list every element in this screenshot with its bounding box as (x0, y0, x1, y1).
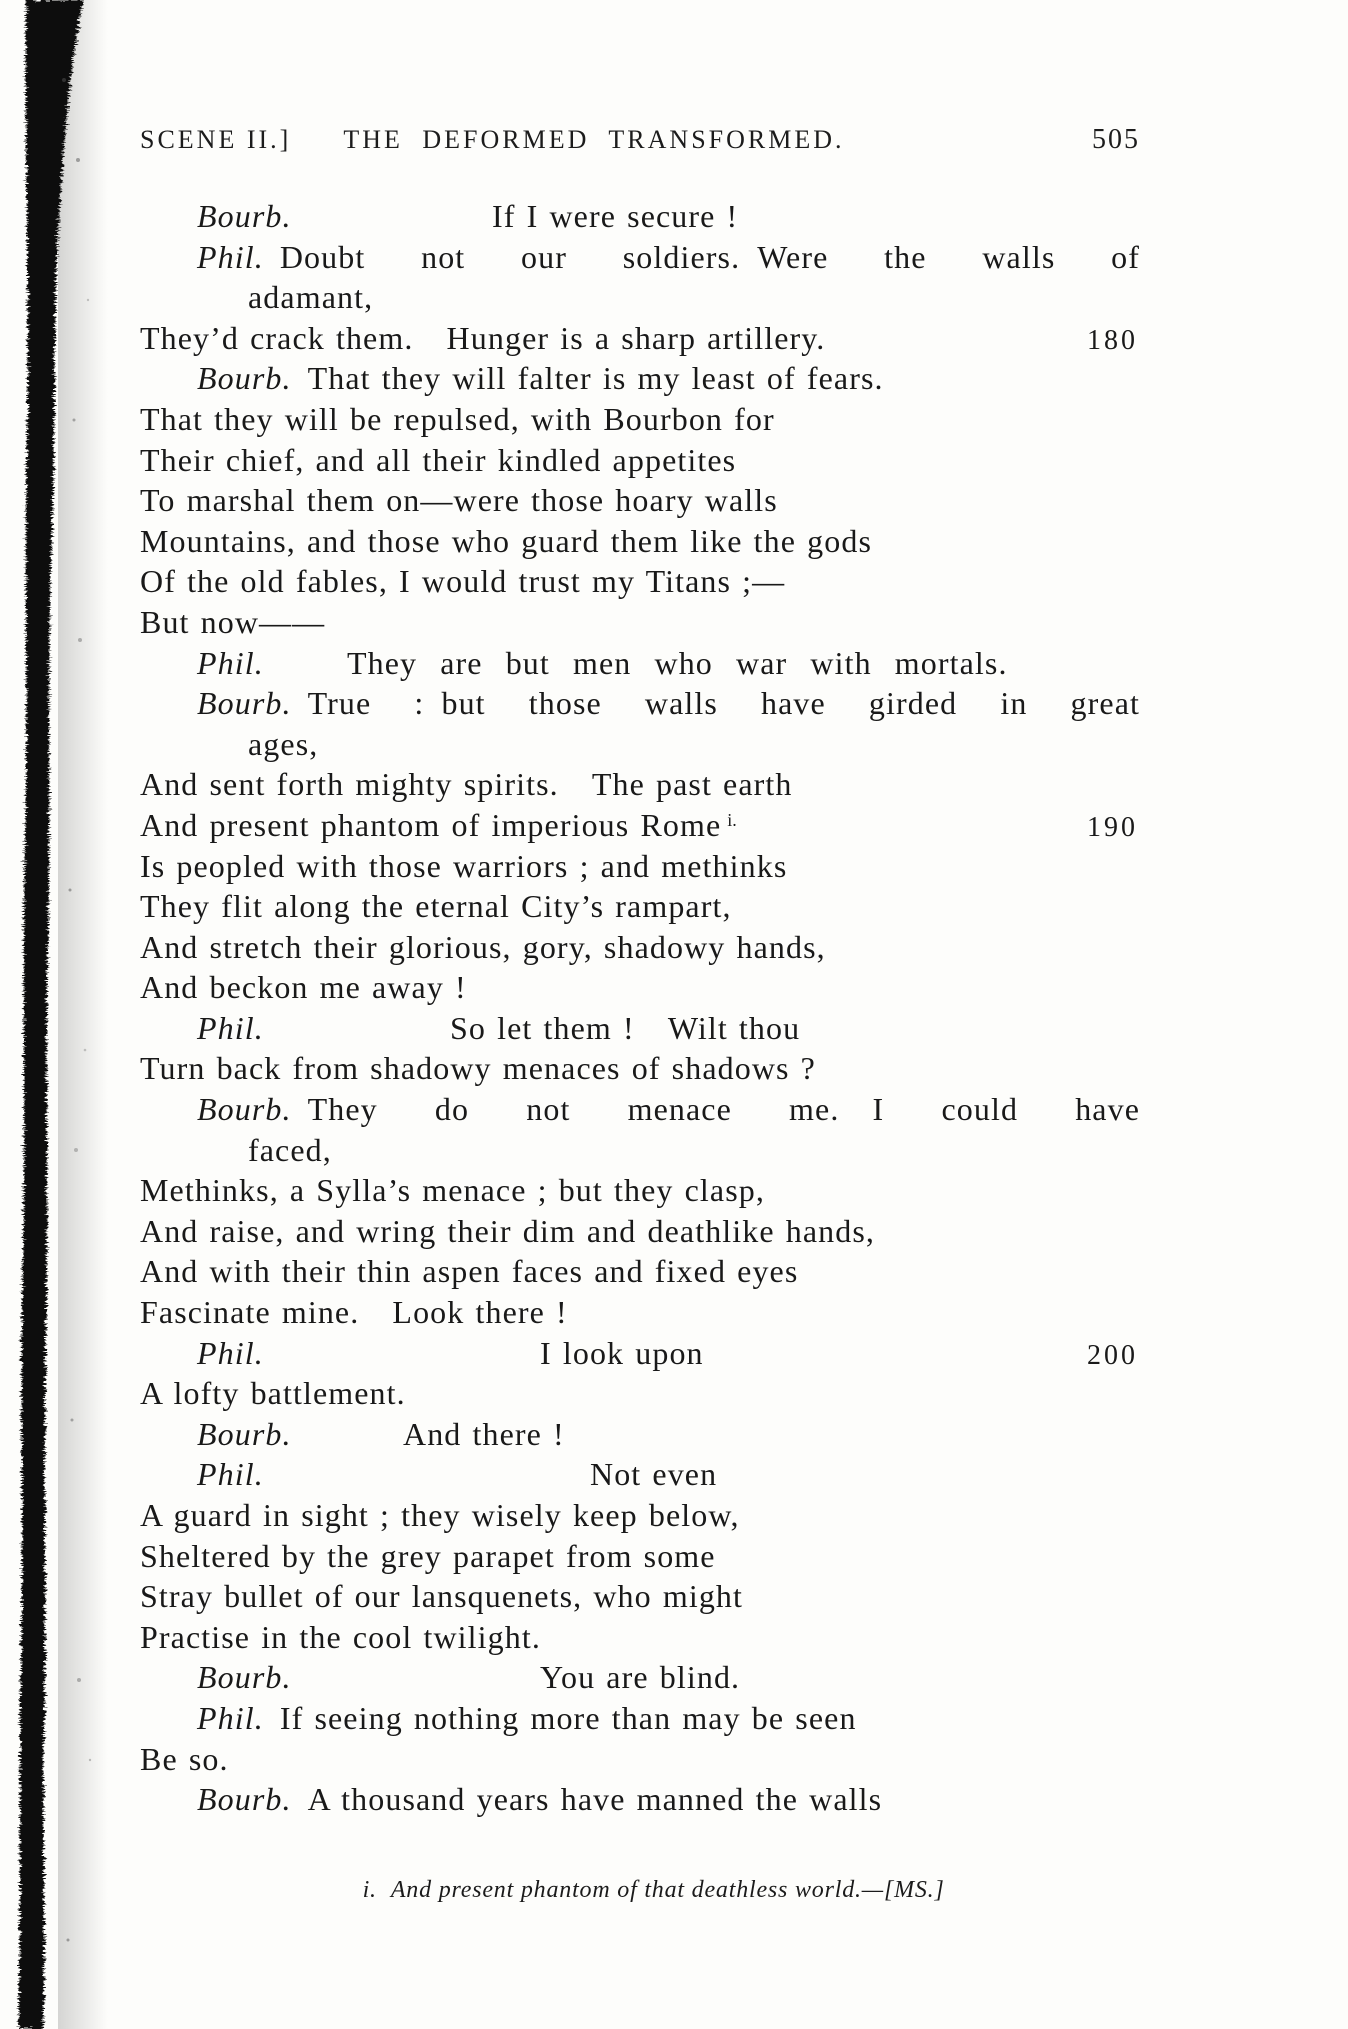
speaker-name: Phil. (197, 1334, 264, 1371)
footnote-text: And present phantom of that deathless world.—[MS.] (390, 1877, 945, 1903)
verse-line (140, 886, 1140, 927)
verse-text: Sheltered by the grey parapet from some (140, 1537, 716, 1574)
speaker-name: Bourb. (197, 685, 292, 722)
verse-line (140, 1292, 1140, 1333)
verse-text: A thousand years have manned the walls (307, 1781, 883, 1818)
verse-text: faced, (248, 1131, 332, 1168)
speaker-name: Phil. (197, 238, 264, 275)
verse-line (140, 318, 1140, 359)
speaker-name: Phil. (197, 644, 264, 681)
verse-line (140, 1576, 1140, 1617)
speaker-name: Bourb. (197, 1415, 292, 1452)
verse-line (140, 1048, 1140, 1089)
verse-text: And sent forth mighty spirits. The past earth (140, 766, 793, 803)
verse-text: They do not menace me. I could have (307, 1091, 1140, 1128)
verse-line (140, 1089, 1140, 1130)
page-header (140, 124, 1140, 156)
verse-line (140, 196, 1140, 237)
verse-text: Mountains, and those who guard them like the gods (140, 522, 873, 559)
verse-line (140, 927, 1140, 968)
verse-text: Practise in the cool twilight. (140, 1618, 541, 1655)
verse-text: They’d crack them. Hunger is a sharp artillery. (140, 319, 826, 356)
verse-line (140, 1495, 1140, 1536)
verse-line (140, 1779, 1140, 1820)
verse-text: A guard in sight ; they wisely keep below, (140, 1497, 740, 1533)
verse-line (140, 1739, 1140, 1780)
speaker-name: Phil. (197, 1699, 264, 1736)
verse-text: True : but those walls have girded in great (307, 685, 1140, 722)
verse-line (140, 764, 1140, 805)
verse-line (140, 683, 1140, 724)
speaker-name: Bourb. (197, 1659, 292, 1696)
verse-line (140, 1251, 1140, 1292)
verse-text: If seeing nothing more than may be seen (279, 1699, 857, 1736)
verse-line (140, 724, 1140, 765)
binding-shadow (0, 0, 120, 2029)
verse-text: Methinks, a Sylla’s menace ; but they clasp, (140, 1172, 765, 1209)
speaker-name: Bourb. (197, 360, 292, 397)
verse-text: Of the old fables, I would trust my Titans ;— (140, 563, 786, 600)
verse-line (140, 1333, 1140, 1374)
verse-line (140, 1373, 1140, 1414)
verse-text: Doubt not our soldiers. Were the walls of (279, 238, 1140, 275)
verse-line (140, 561, 1140, 602)
running-title: THE DEFORMED TRANSFORMED. (343, 125, 845, 154)
verse-line (140, 643, 1140, 684)
verse-text: And beckon me away ! (140, 969, 467, 1006)
speaker-name: Bourb. (197, 1091, 292, 1128)
verse-line (140, 602, 1140, 643)
verse-text: Fascinate mine. Look there ! (140, 1294, 568, 1331)
verse-text: To marshal them on—were those hoary walls (140, 482, 778, 519)
verse-text: But now—— (140, 603, 326, 640)
verse-text: Be so. (140, 1740, 229, 1777)
verse-text: Is peopled with those warriors ; and methinks (140, 847, 788, 884)
speaker-name: Phil. (197, 1009, 264, 1046)
speaker-name: Bourb. (197, 198, 292, 234)
verse-text: Their chief, and all their kindled appetites (140, 441, 737, 478)
verse-line (140, 521, 1140, 562)
verse-line (140, 805, 1140, 846)
verse-line (140, 1008, 1140, 1049)
verse-text: And there ! (403, 1415, 565, 1452)
page-number: 505 (1092, 124, 1140, 155)
verse-text: Not even (590, 1456, 718, 1493)
verse-text: That they will be repulsed, with Bourbon for (140, 400, 775, 437)
scene-label: SCENE II.] (140, 125, 292, 154)
verse-text: They flit along the eternal City’s rampart, (140, 888, 732, 925)
verse-line (140, 846, 1140, 887)
verse-line (140, 358, 1140, 399)
verse-line (140, 1657, 1140, 1698)
verse-text: They are but men who war with mortals. (347, 644, 1008, 681)
verse-text: And raise, and wring their dim and deathlike hands, (140, 1212, 876, 1249)
verse-line (140, 1211, 1140, 1252)
line-number: 180 (1087, 324, 1138, 356)
verse-text: Turn back from shadowy menaces of shadows ? (140, 1050, 816, 1087)
verse-text: You are blind. (540, 1659, 741, 1696)
verse-line (140, 480, 1140, 521)
verse-line (140, 1617, 1140, 1658)
verse-line (140, 440, 1140, 481)
footnote-marker: i. (362, 1877, 377, 1903)
verse-text: ages, (248, 725, 319, 762)
verse-lines (140, 196, 1140, 1820)
verse-line (140, 1130, 1140, 1171)
verse-text: I look upon (540, 1334, 704, 1371)
speaker-name: Phil. (197, 1456, 264, 1493)
footnote-reference: i. (727, 809, 737, 830)
line-number: 200 (1087, 1339, 1138, 1371)
verse-line (140, 1698, 1140, 1739)
verse-line (140, 1536, 1140, 1577)
line-number: 190 (1087, 811, 1138, 843)
verse-text: And stretch their glorious, gory, shadowy hands, (140, 928, 826, 965)
verse-line (140, 1414, 1140, 1455)
verse-text: adamant, (248, 279, 374, 316)
verse-text: And present phantom of imperious Rome (140, 806, 722, 843)
verse-line (140, 1454, 1140, 1495)
verse-text: And with their thin aspen faces and fixed eyes (140, 1253, 799, 1290)
verse-text: That they will falter is my least of fears. (307, 360, 884, 397)
verse-text: A lofty battlement. (140, 1375, 406, 1412)
verse-line (140, 1170, 1140, 1211)
speaker-name: Bourb. (197, 1781, 292, 1818)
verse-text: So let them ! Wilt thou (450, 1009, 801, 1046)
verse-line (140, 277, 1140, 318)
verse-text: If I were secure ! (492, 198, 739, 234)
verse-line (140, 399, 1140, 440)
verse-text: Stray bullet of our lansquenets, who might (140, 1578, 744, 1615)
verse-line (140, 237, 1140, 278)
verse-line (140, 967, 1140, 1008)
footnote (140, 1850, 1140, 1931)
